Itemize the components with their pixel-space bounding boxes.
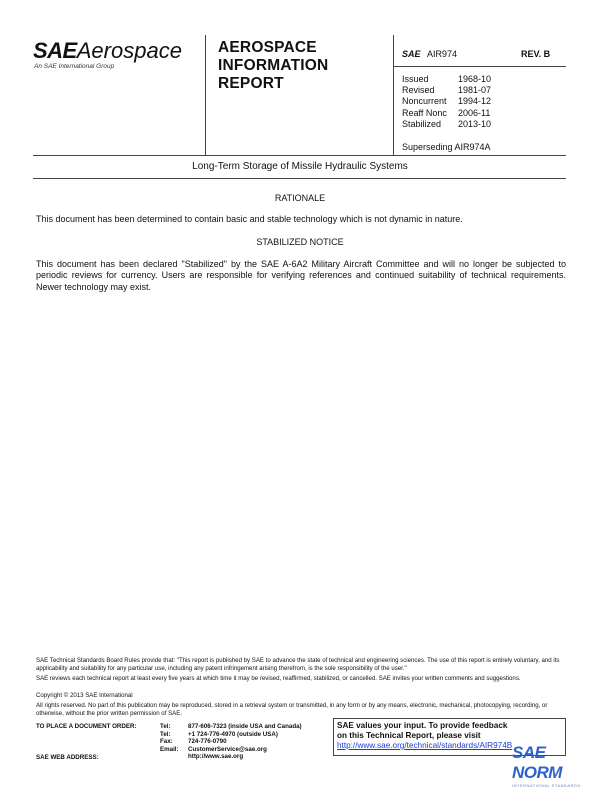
- watermark-text: SAE NORM: [512, 743, 562, 782]
- feedback-url-link[interactable]: http://www.sae.org/technical/standards/AIR974B: [337, 741, 513, 750]
- rationale-text: This document has been determined to contain basic and stable technology which is not dynamic in nature.: [36, 214, 463, 224]
- doc-number-value: AIR974: [427, 49, 458, 59]
- title-line-3: REPORT: [218, 75, 284, 92]
- contact-row: Tel: 877-606-7323 (inside USA and Canada): [160, 723, 302, 730]
- rights-text: All rights reserved. No part of this publication may be reproduced, stored in a retrieval system or transmitted, in any form or by any means, electronic, mechanical, photocopying, recording, or otherwise, without the prior written permission of SAE.: [36, 702, 548, 717]
- contact-row: [160, 753, 302, 761]
- date-row: Stabilized 2013-10: [402, 118, 492, 129]
- logo-aerospace: Aerospace: [76, 38, 182, 63]
- title-line-2: INFORMATION: [218, 57, 329, 74]
- sae-aerospace-logo: [33, 38, 182, 64]
- document-title: Long-Term Storage of Missile Hydraulic Systems: [192, 161, 408, 172]
- date-row: Reaff Nonc 2006-11: [402, 107, 491, 118]
- title-line-1: AEROSPACE: [218, 39, 317, 56]
- header-divider-left: [205, 35, 206, 155]
- web-address-link[interactable]: http://www.sae.org: [188, 753, 244, 761]
- sae-norm-watermark: [512, 743, 598, 788]
- contact-row: Email: CustomerService@sae.org: [160, 745, 267, 753]
- web-address-label: SAE WEB ADDRESS:: [36, 754, 99, 761]
- board-rules-text: SAE Technical Standards Board Rules provide that: "This report is published by SAE to advance the state of technical and engineering sciences. The use of this report is entirely voluntary, and its applicability and suitability for any particular use, including any patent infringement arising therefrom, is the sole responsibility of the user.": [36, 657, 560, 672]
- stabilized-notice-heading: STABILIZED NOTICE: [256, 237, 344, 247]
- logo-sae: SAE: [33, 38, 77, 63]
- watermark-subtitle: INTERNATIONAL STANDARDS: [512, 783, 581, 788]
- contact-row: Tel: +1 724-776-4970 (outside USA): [160, 730, 278, 738]
- order-contacts: [160, 723, 302, 761]
- date-row: Revised 1981-07: [402, 85, 492, 96]
- feedback-line-1: SAE values your input. To provide feedback: [337, 721, 508, 730]
- feedback-line-2: on this Technical Report, please visit: [337, 731, 481, 740]
- revision-value: REV. B: [521, 49, 551, 59]
- date-row: Noncurrent 1994-12: [402, 96, 492, 107]
- logo-subtitle: An SAE International Group: [34, 63, 115, 70]
- header-bottom-rule: [33, 155, 566, 156]
- date-history: [402, 74, 491, 130]
- copyright-text: Copyright © 2013 SAE International: [36, 692, 133, 699]
- date-row: Issued 1968-10: [402, 74, 492, 84]
- superseding: Superseding AIR974A: [402, 142, 491, 152]
- doc-prefix: SAE: [402, 49, 421, 59]
- rationale-heading: RATIONALE: [274, 193, 326, 203]
- stabilized-notice-text: This document has been declared "Stabilized" by the SAE A-6A2 Military Aircraft Committee and will no longer be subjected to periodic reviews for currency. Users are responsible for verifying references and continued suitability of technical requirements. Newer technology may exist.: [36, 259, 566, 292]
- email-link[interactable]: CustomerService@sae.org: [188, 745, 267, 753]
- order-label: TO PLACE A DOCUMENT ORDER:: [36, 723, 137, 730]
- header-divider-right: [393, 35, 394, 155]
- doc-number: [402, 49, 457, 59]
- contact-row: Fax: 724-776-0790: [160, 738, 227, 746]
- revision: [521, 49, 550, 59]
- title-bottom-rule: [33, 178, 566, 179]
- review-policy-text: SAE reviews each technical report at least every five years at which time it may be revised, reaffirmed, stabilized, or cancelled. SAE invites your written comments and suggestions.: [36, 675, 521, 682]
- docid-divider: [393, 66, 566, 67]
- report-type-title: [218, 39, 328, 93]
